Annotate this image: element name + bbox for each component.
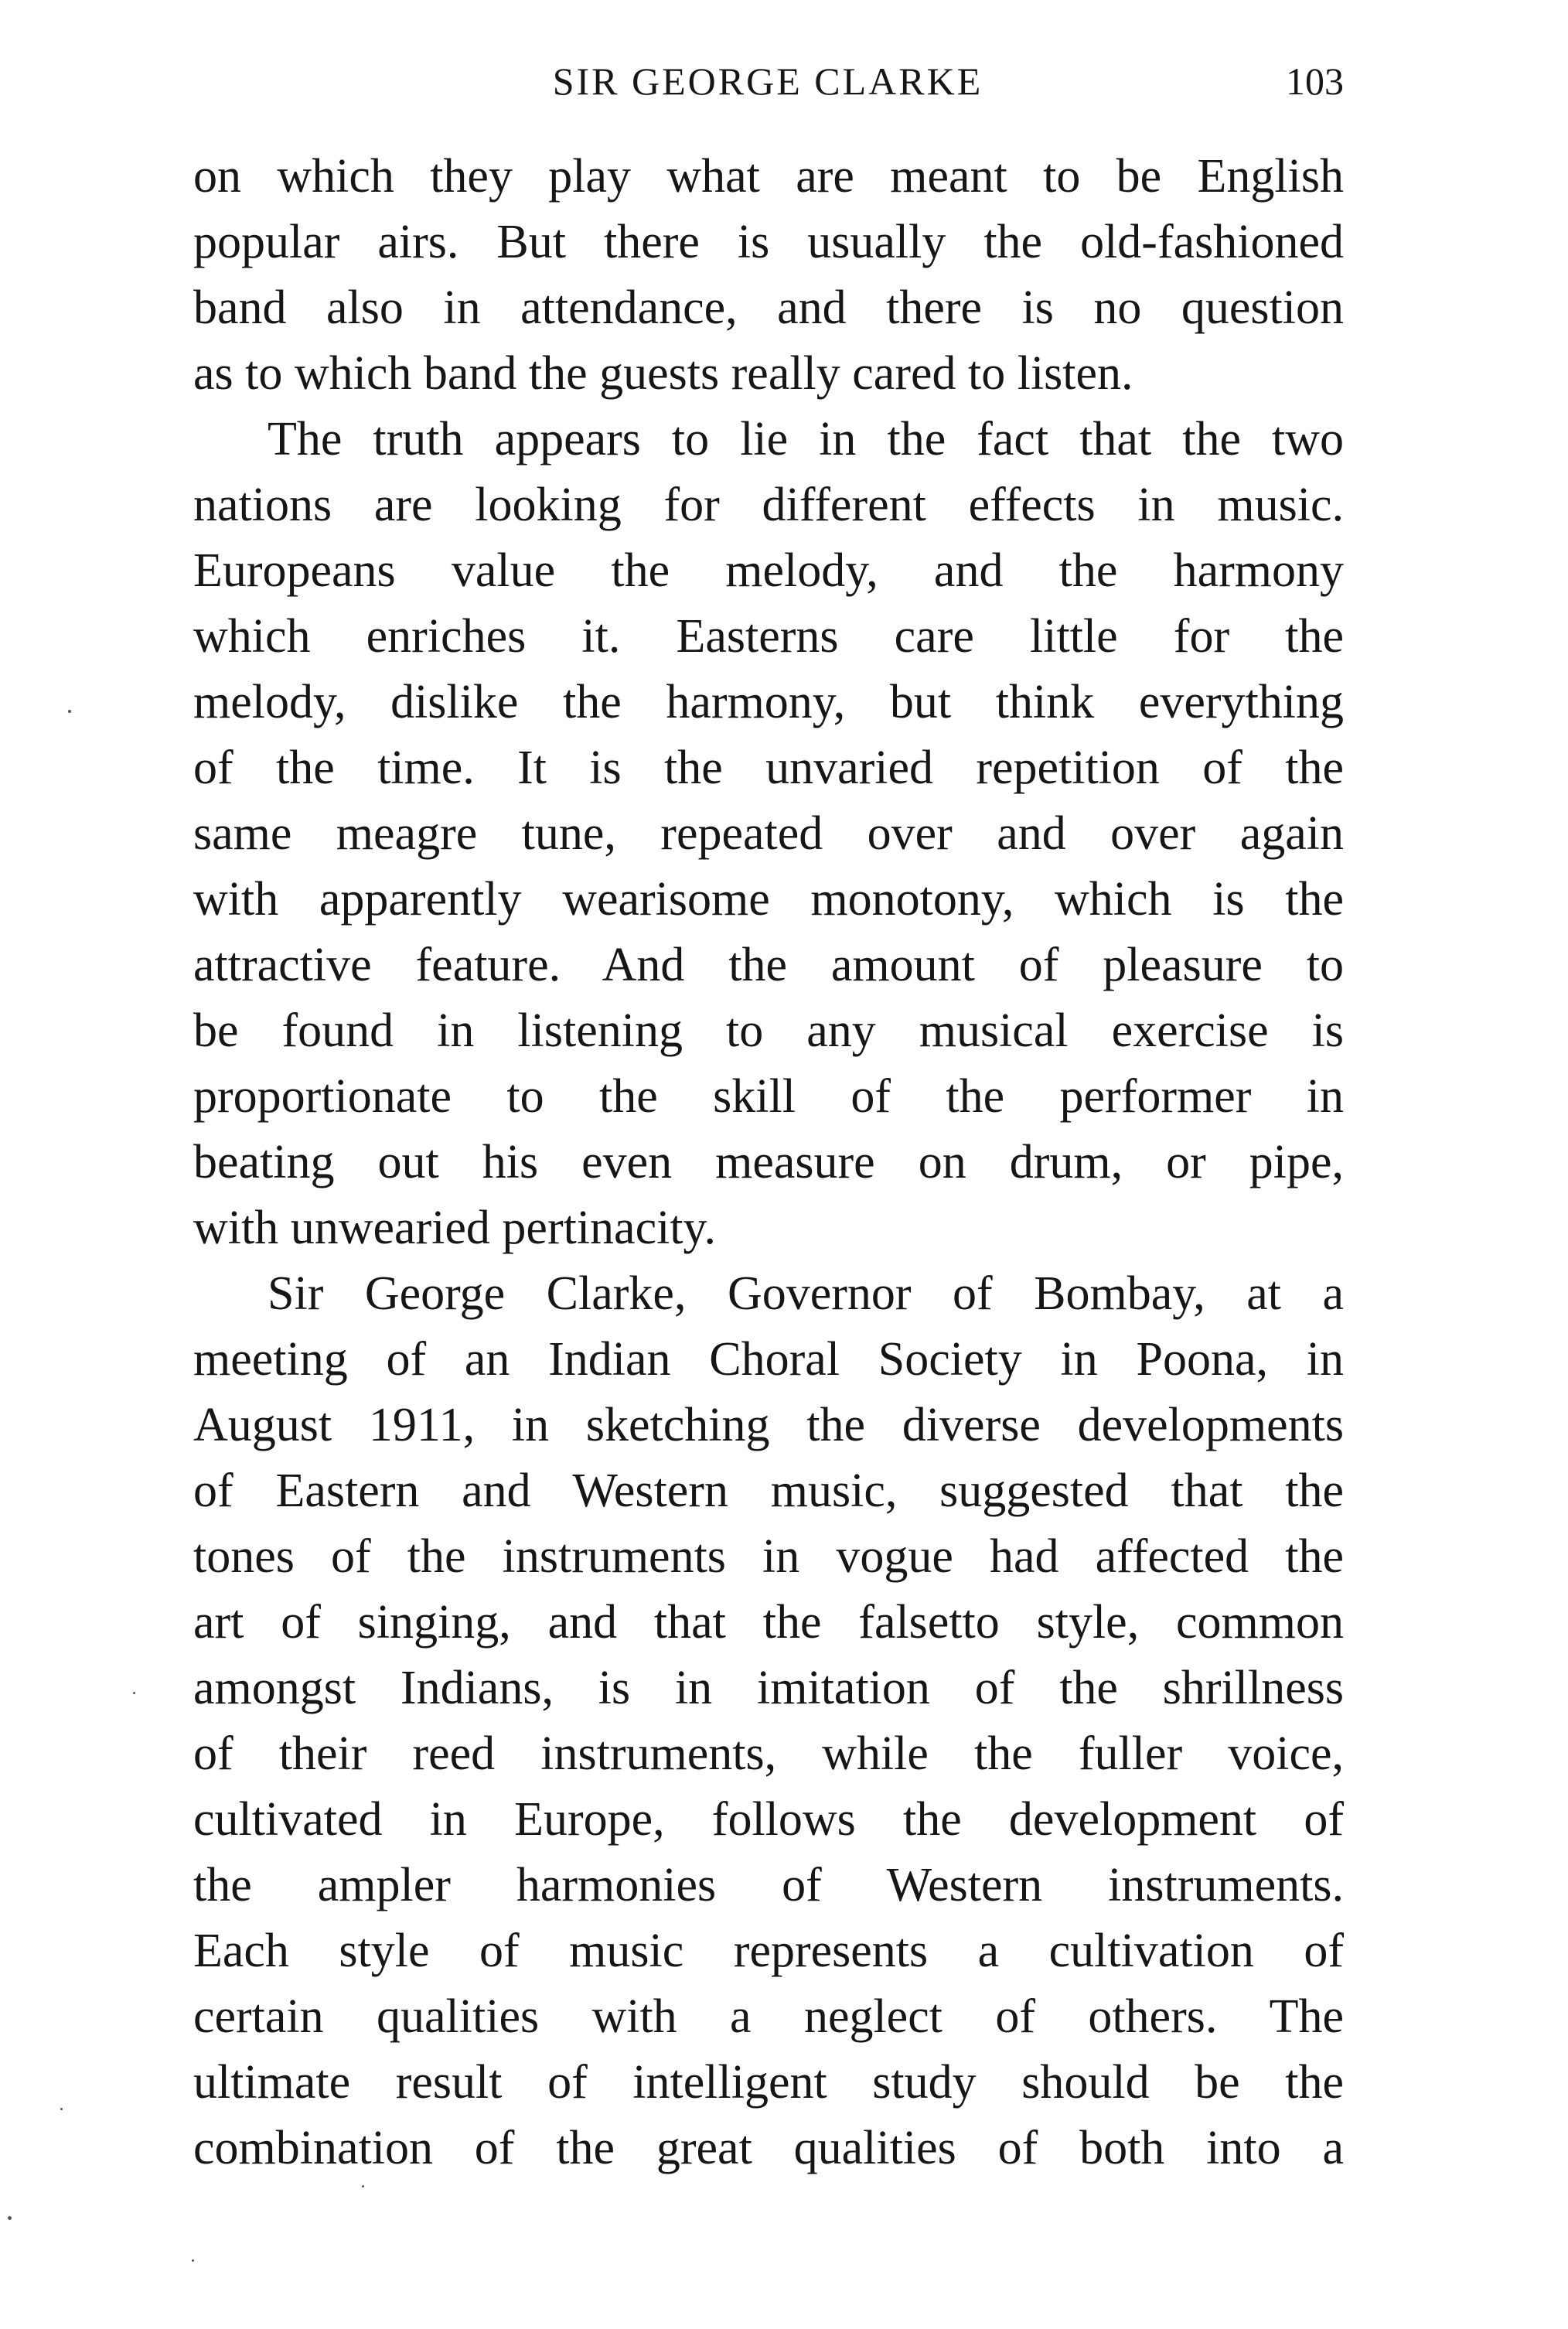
- text-line-22: tones of the instruments in vogue had affected the: [193, 1530, 1344, 1583]
- text-line-17: with unwearied pertinacity.: [193, 1202, 717, 1254]
- text-line-1: on which they play what are meant to be English: [193, 150, 1344, 203]
- text-line-16: beating out his even measure on drum, or pipe,: [193, 1136, 1344, 1188]
- text-line-5: The truth appears to lie in the fact that the two: [268, 413, 1344, 465]
- text-line-8: which enriches it. Easterns care little for the: [193, 610, 1344, 663]
- text-line-27: the ampler harmonies of Western instruments.: [193, 1859, 1344, 1911]
- text-line-3: band also in attendance, and there is no question: [193, 281, 1344, 334]
- text-line-19: meeting of an Indian Choral Society in Poona, in: [193, 1333, 1344, 1386]
- text-line-13: attractive feature. And the amount of pleasure to: [193, 939, 1344, 991]
- text-line-9: melody, dislike the harmony, but think everything: [193, 676, 1344, 728]
- text-line-12: with apparently wearisome monotony, which is the: [193, 873, 1344, 926]
- text-line-15: proportionate to the skill of the performer in: [193, 1070, 1344, 1123]
- text-line-31: combination of the great qualities of both into a: [193, 2122, 1344, 2174]
- text-line-23: art of singing, and that the falsetto style, common: [193, 1596, 1344, 1649]
- text-line-11: same meagre tune, repeated over and over again: [193, 807, 1344, 860]
- text-line-26: cultivated in Europe, follows the development of: [193, 1793, 1344, 1846]
- page-number: 103: [1286, 60, 1344, 103]
- scan-speck: [8, 2216, 12, 2220]
- text-line-14: be found in listening to any musical exercise is: [193, 1004, 1344, 1057]
- text-line-10: of the time. It is the unvaried repetition of the: [193, 742, 1344, 794]
- scan-speck: [362, 2185, 364, 2187]
- text-line-29: certain qualities with a neglect of others. The: [193, 1990, 1344, 2043]
- scan-speck: [192, 2259, 194, 2262]
- text-line-21: of Eastern and Western music, suggested that the: [193, 1465, 1344, 1517]
- text-line-20: August 1911, in sketching the diverse developments: [193, 1399, 1344, 1451]
- body-text: [193, 144, 1344, 2181]
- running-head: [192, 54, 1344, 108]
- text-line-7: Europeans value the melody, and the harmony: [193, 544, 1344, 597]
- text-line-18: Sir George Clarke, Governor of Bombay, at a: [268, 1267, 1344, 1320]
- text-line-2: popular airs. But there is usually the old-fashioned: [193, 216, 1344, 268]
- scan-speck: [133, 1692, 135, 1694]
- text-line-28: Each style of music represents a cultivation of: [193, 1925, 1344, 1977]
- text-line-24: amongst Indians, is in imitation of the shrillness: [193, 1662, 1344, 1714]
- running-title: SIR GEORGE CLARKE: [552, 60, 983, 103]
- text-line-30: ultimate result of intelligent study should be the: [193, 2056, 1344, 2109]
- text-line-6: nations are looking for different effects in music.: [193, 479, 1344, 531]
- scan-speck: [68, 710, 71, 713]
- text-line-4: as to which band the guests really cared to listen.: [193, 347, 1133, 400]
- text-line-25: of their reed instruments, while the fuller voice,: [193, 1727, 1344, 1780]
- scan-speck: [60, 2108, 63, 2110]
